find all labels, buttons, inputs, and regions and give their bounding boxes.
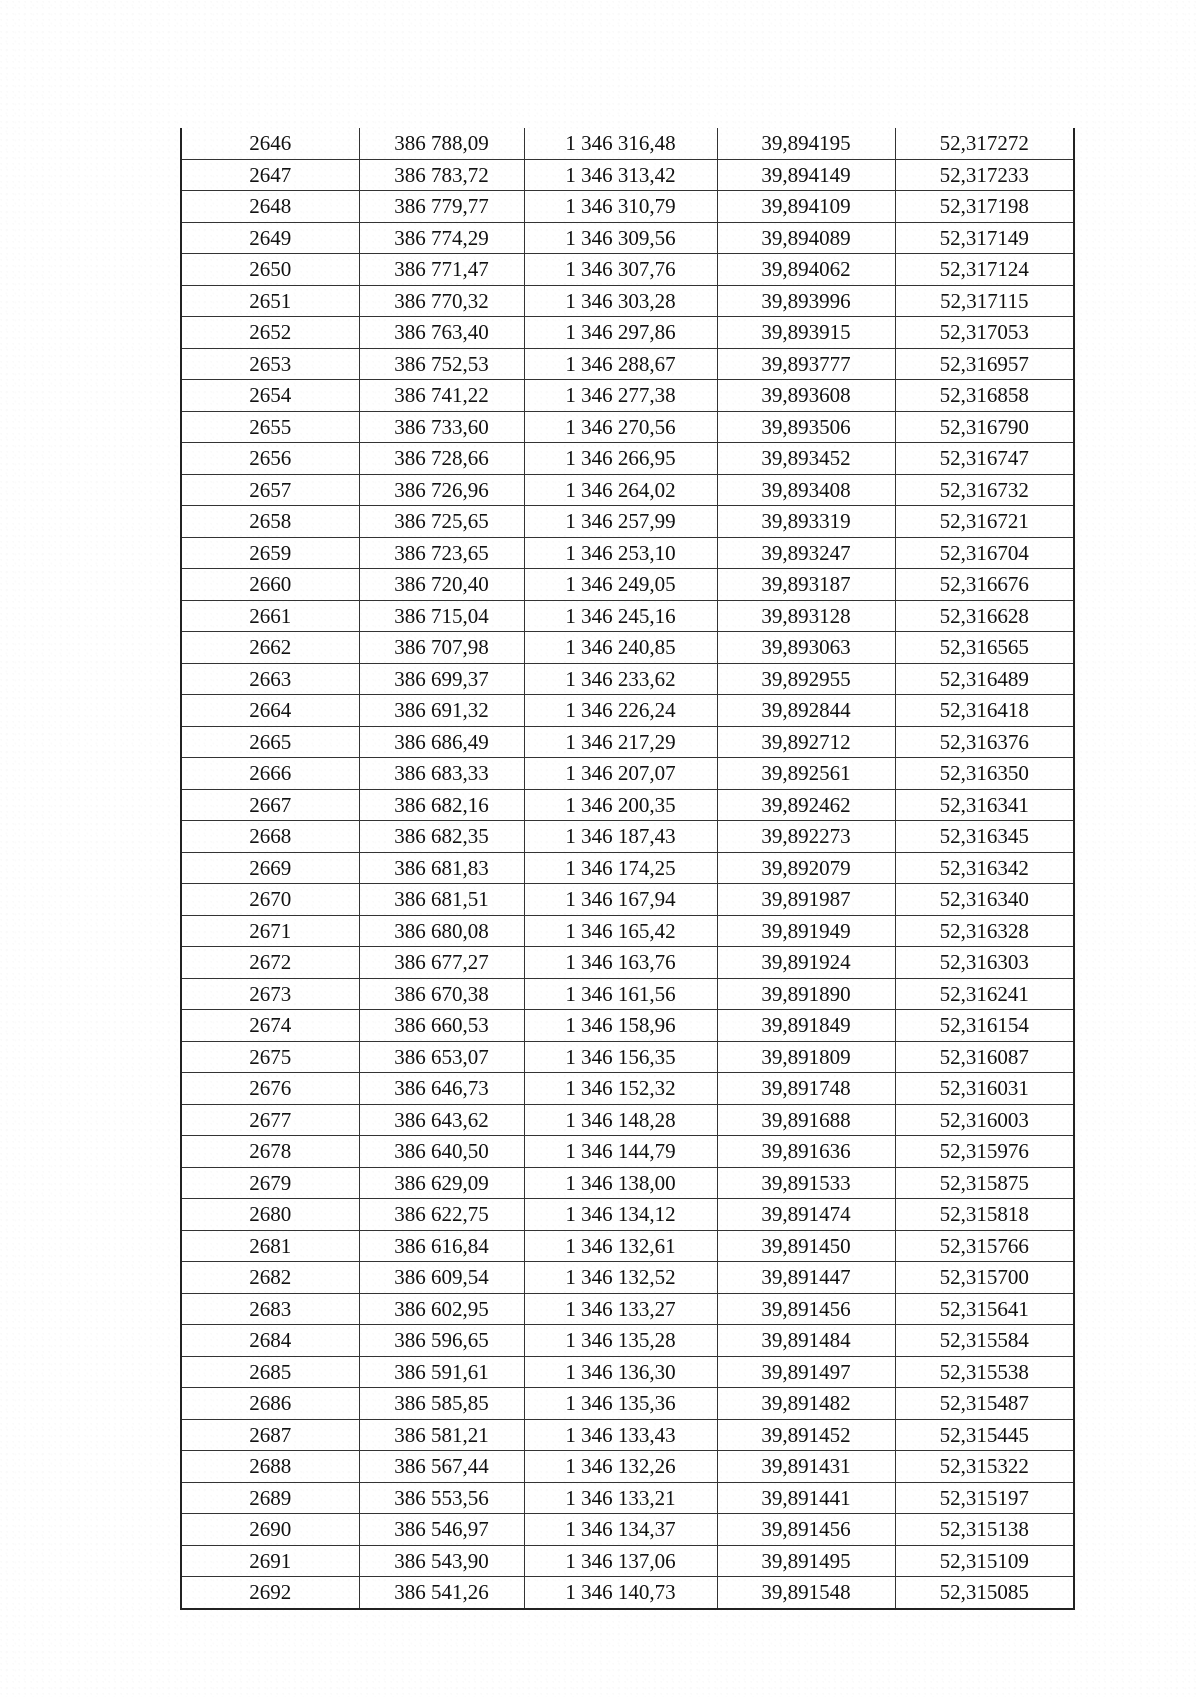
latitude-cell: 52,315109: [895, 1545, 1074, 1577]
coordinates-table: [180, 128, 1075, 1610]
point-number-cell: 2661: [181, 600, 359, 632]
longitude-cell: 39,892462: [717, 789, 895, 821]
y-coordinate-cell: 1 346 277,38: [524, 380, 717, 412]
x-coordinate-cell: 386 622,75: [359, 1199, 524, 1231]
y-coordinate-cell: 1 346 245,16: [524, 600, 717, 632]
longitude-cell: 39,891548: [717, 1577, 895, 1609]
longitude-cell: 39,891474: [717, 1199, 895, 1231]
table-row: [181, 1199, 1074, 1231]
point-number-cell: 2671: [181, 915, 359, 947]
point-number-cell: 2654: [181, 380, 359, 412]
y-coordinate-cell: 1 346 313,42: [524, 159, 717, 191]
latitude-cell: 52,316732: [895, 474, 1074, 506]
y-coordinate-cell: 1 346 217,29: [524, 726, 717, 758]
y-coordinate-cell: 1 346 257,99: [524, 506, 717, 538]
latitude-cell: 52,316241: [895, 978, 1074, 1010]
y-coordinate-cell: 1 346 133,21: [524, 1482, 717, 1514]
point-number-cell: 2692: [181, 1577, 359, 1609]
latitude-cell: 52,316418: [895, 695, 1074, 727]
longitude-cell: 39,892273: [717, 821, 895, 853]
y-coordinate-cell: 1 346 134,12: [524, 1199, 717, 1231]
point-number-cell: 2691: [181, 1545, 359, 1577]
point-number-cell: 2660: [181, 569, 359, 601]
y-coordinate-cell: 1 346 316,48: [524, 128, 717, 159]
table-row: [181, 474, 1074, 506]
x-coordinate-cell: 386 681,51: [359, 884, 524, 916]
longitude-cell: 39,891688: [717, 1104, 895, 1136]
longitude-cell: 39,892955: [717, 663, 895, 695]
point-number-cell: 2674: [181, 1010, 359, 1042]
table-row: [181, 1293, 1074, 1325]
point-number-cell: 2666: [181, 758, 359, 790]
latitude-cell: 52,315700: [895, 1262, 1074, 1294]
table-row: [181, 915, 1074, 947]
longitude-cell: 39,891849: [717, 1010, 895, 1042]
y-coordinate-cell: 1 346 135,28: [524, 1325, 717, 1357]
table-row: [181, 789, 1074, 821]
x-coordinate-cell: 386 741,22: [359, 380, 524, 412]
table-row: [181, 1136, 1074, 1168]
x-coordinate-cell: 386 733,60: [359, 411, 524, 443]
point-number-cell: 2679: [181, 1167, 359, 1199]
point-number-cell: 2682: [181, 1262, 359, 1294]
x-coordinate-cell: 386 771,47: [359, 254, 524, 286]
table-row: [181, 632, 1074, 664]
x-coordinate-cell: 386 770,32: [359, 285, 524, 317]
latitude-cell: 52,315818: [895, 1199, 1074, 1231]
x-coordinate-cell: 386 670,38: [359, 978, 524, 1010]
longitude-cell: 39,891497: [717, 1356, 895, 1388]
x-coordinate-cell: 386 763,40: [359, 317, 524, 349]
latitude-cell: 52,317198: [895, 191, 1074, 223]
latitude-cell: 52,316628: [895, 600, 1074, 632]
point-number-cell: 2647: [181, 159, 359, 191]
x-coordinate-cell: 386 725,65: [359, 506, 524, 538]
y-coordinate-cell: 1 346 158,96: [524, 1010, 717, 1042]
x-coordinate-cell: 386 640,50: [359, 1136, 524, 1168]
x-coordinate-cell: 386 567,44: [359, 1451, 524, 1483]
y-coordinate-cell: 1 346 288,67: [524, 348, 717, 380]
latitude-cell: 52,316342: [895, 852, 1074, 884]
longitude-cell: 39,892844: [717, 695, 895, 727]
y-coordinate-cell: 1 346 309,56: [524, 222, 717, 254]
table-row: [181, 254, 1074, 286]
longitude-cell: 39,893063: [717, 632, 895, 664]
latitude-cell: 52,316376: [895, 726, 1074, 758]
x-coordinate-cell: 386 646,73: [359, 1073, 524, 1105]
y-coordinate-cell: 1 346 133,43: [524, 1419, 717, 1451]
y-coordinate-cell: 1 346 152,32: [524, 1073, 717, 1105]
point-number-cell: 2653: [181, 348, 359, 380]
table-row: [181, 443, 1074, 475]
y-coordinate-cell: 1 346 297,86: [524, 317, 717, 349]
latitude-cell: 52,316303: [895, 947, 1074, 979]
latitude-cell: 52,316676: [895, 569, 1074, 601]
point-number-cell: 2656: [181, 443, 359, 475]
y-coordinate-cell: 1 346 161,56: [524, 978, 717, 1010]
table-row: [181, 1325, 1074, 1357]
latitude-cell: 52,317272: [895, 128, 1074, 159]
point-number-cell: 2667: [181, 789, 359, 821]
table-row: [181, 852, 1074, 884]
y-coordinate-cell: 1 346 132,52: [524, 1262, 717, 1294]
point-number-cell: 2686: [181, 1388, 359, 1420]
table-row: [181, 1388, 1074, 1420]
table-row: [181, 317, 1074, 349]
table-row: [181, 506, 1074, 538]
point-number-cell: 2651: [181, 285, 359, 317]
x-coordinate-cell: 386 728,66: [359, 443, 524, 475]
point-number-cell: 2659: [181, 537, 359, 569]
latitude-cell: 52,316340: [895, 884, 1074, 916]
longitude-cell: 39,894195: [717, 128, 895, 159]
latitude-cell: 52,316003: [895, 1104, 1074, 1136]
y-coordinate-cell: 1 346 148,28: [524, 1104, 717, 1136]
longitude-cell: 39,893319: [717, 506, 895, 538]
y-coordinate-cell: 1 346 249,05: [524, 569, 717, 601]
latitude-cell: 52,317149: [895, 222, 1074, 254]
y-coordinate-cell: 1 346 163,76: [524, 947, 717, 979]
longitude-cell: 39,891495: [717, 1545, 895, 1577]
x-coordinate-cell: 386 677,27: [359, 947, 524, 979]
point-number-cell: 2673: [181, 978, 359, 1010]
table-row: [181, 285, 1074, 317]
latitude-cell: 52,316031: [895, 1073, 1074, 1105]
longitude-cell: 39,891452: [717, 1419, 895, 1451]
point-number-cell: 2681: [181, 1230, 359, 1262]
latitude-cell: 52,317053: [895, 317, 1074, 349]
point-number-cell: 2652: [181, 317, 359, 349]
longitude-cell: 39,891456: [717, 1293, 895, 1325]
x-coordinate-cell: 386 779,77: [359, 191, 524, 223]
longitude-cell: 39,891456: [717, 1514, 895, 1546]
y-coordinate-cell: 1 346 165,42: [524, 915, 717, 947]
latitude-cell: 52,316345: [895, 821, 1074, 853]
y-coordinate-cell: 1 346 134,37: [524, 1514, 717, 1546]
longitude-cell: 39,891482: [717, 1388, 895, 1420]
longitude-cell: 39,893996: [717, 285, 895, 317]
y-coordinate-cell: 1 346 133,27: [524, 1293, 717, 1325]
table-row: [181, 1230, 1074, 1262]
table-row: [181, 1167, 1074, 1199]
latitude-cell: 52,315641: [895, 1293, 1074, 1325]
longitude-cell: 39,893608: [717, 380, 895, 412]
x-coordinate-cell: 386 699,37: [359, 663, 524, 695]
x-coordinate-cell: 386 707,98: [359, 632, 524, 664]
point-number-cell: 2650: [181, 254, 359, 286]
table-row: [181, 758, 1074, 790]
latitude-cell: 52,316747: [895, 443, 1074, 475]
x-coordinate-cell: 386 681,83: [359, 852, 524, 884]
table-row: [181, 1451, 1074, 1483]
x-coordinate-cell: 386 616,84: [359, 1230, 524, 1262]
table-row: [181, 821, 1074, 853]
x-coordinate-cell: 386 680,08: [359, 915, 524, 947]
table-row: [181, 663, 1074, 695]
longitude-cell: 39,893247: [717, 537, 895, 569]
point-number-cell: 2662: [181, 632, 359, 664]
table-row: [181, 978, 1074, 1010]
latitude-cell: 52,316350: [895, 758, 1074, 790]
point-number-cell: 2680: [181, 1199, 359, 1231]
table-row: [181, 1545, 1074, 1577]
point-number-cell: 2675: [181, 1041, 359, 1073]
latitude-cell: 52,316957: [895, 348, 1074, 380]
table-row: [181, 1419, 1074, 1451]
table-row: [181, 128, 1074, 159]
y-coordinate-cell: 1 346 137,06: [524, 1545, 717, 1577]
longitude-cell: 39,892712: [717, 726, 895, 758]
longitude-cell: 39,893452: [717, 443, 895, 475]
y-coordinate-cell: 1 346 144,79: [524, 1136, 717, 1168]
table-row: [181, 159, 1074, 191]
y-coordinate-cell: 1 346 253,10: [524, 537, 717, 569]
latitude-cell: 52,317233: [895, 159, 1074, 191]
table-row: [181, 1041, 1074, 1073]
longitude-cell: 39,894062: [717, 254, 895, 286]
latitude-cell: 52,315976: [895, 1136, 1074, 1168]
table-row: [181, 600, 1074, 632]
table-row: [181, 1356, 1074, 1388]
y-coordinate-cell: 1 346 174,25: [524, 852, 717, 884]
x-coordinate-cell: 386 683,33: [359, 758, 524, 790]
latitude-cell: 52,315445: [895, 1419, 1074, 1451]
x-coordinate-cell: 386 553,56: [359, 1482, 524, 1514]
x-coordinate-cell: 386 609,54: [359, 1262, 524, 1294]
longitude-cell: 39,891450: [717, 1230, 895, 1262]
y-coordinate-cell: 1 346 138,00: [524, 1167, 717, 1199]
point-number-cell: 2658: [181, 506, 359, 538]
x-coordinate-cell: 386 682,35: [359, 821, 524, 853]
x-coordinate-cell: 386 720,40: [359, 569, 524, 601]
longitude-cell: 39,893187: [717, 569, 895, 601]
table-row: [181, 1577, 1074, 1609]
x-coordinate-cell: 386 726,96: [359, 474, 524, 506]
longitude-cell: 39,894089: [717, 222, 895, 254]
longitude-cell: 39,892079: [717, 852, 895, 884]
latitude-cell: 52,317124: [895, 254, 1074, 286]
point-number-cell: 2678: [181, 1136, 359, 1168]
longitude-cell: 39,891636: [717, 1136, 895, 1168]
point-number-cell: 2672: [181, 947, 359, 979]
x-coordinate-cell: 386 715,04: [359, 600, 524, 632]
point-number-cell: 2690: [181, 1514, 359, 1546]
latitude-cell: 52,316328: [895, 915, 1074, 947]
table-row: [181, 411, 1074, 443]
point-number-cell: 2684: [181, 1325, 359, 1357]
table-row: [181, 1010, 1074, 1042]
point-number-cell: 2683: [181, 1293, 359, 1325]
longitude-cell: 39,891484: [717, 1325, 895, 1357]
x-coordinate-cell: 386 543,90: [359, 1545, 524, 1577]
x-coordinate-cell: 386 653,07: [359, 1041, 524, 1073]
x-coordinate-cell: 386 585,85: [359, 1388, 524, 1420]
point-number-cell: 2677: [181, 1104, 359, 1136]
x-coordinate-cell: 386 691,32: [359, 695, 524, 727]
y-coordinate-cell: 1 346 156,35: [524, 1041, 717, 1073]
point-number-cell: 2687: [181, 1419, 359, 1451]
latitude-cell: 52,315875: [895, 1167, 1074, 1199]
latitude-cell: 52,316087: [895, 1041, 1074, 1073]
latitude-cell: 52,316154: [895, 1010, 1074, 1042]
latitude-cell: 52,316858: [895, 380, 1074, 412]
y-coordinate-cell: 1 346 266,95: [524, 443, 717, 475]
table-row: [181, 569, 1074, 601]
longitude-cell: 39,891447: [717, 1262, 895, 1294]
point-number-cell: 2688: [181, 1451, 359, 1483]
longitude-cell: 39,893915: [717, 317, 895, 349]
longitude-cell: 39,891949: [717, 915, 895, 947]
latitude-cell: 52,315766: [895, 1230, 1074, 1262]
point-number-cell: 2669: [181, 852, 359, 884]
latitude-cell: 52,316565: [895, 632, 1074, 664]
longitude-cell: 39,893506: [717, 411, 895, 443]
x-coordinate-cell: 386 783,72: [359, 159, 524, 191]
table-row: [181, 884, 1074, 916]
table-row: [181, 695, 1074, 727]
x-coordinate-cell: 386 660,53: [359, 1010, 524, 1042]
point-number-cell: 2648: [181, 191, 359, 223]
latitude-cell: 52,316341: [895, 789, 1074, 821]
point-number-cell: 2664: [181, 695, 359, 727]
longitude-cell: 39,891441: [717, 1482, 895, 1514]
y-coordinate-cell: 1 346 310,79: [524, 191, 717, 223]
table-row: [181, 1482, 1074, 1514]
longitude-cell: 39,893777: [717, 348, 895, 380]
table-row: [181, 1073, 1074, 1105]
y-coordinate-cell: 1 346 135,36: [524, 1388, 717, 1420]
latitude-cell: 52,315322: [895, 1451, 1074, 1483]
longitude-cell: 39,891924: [717, 947, 895, 979]
table-row: [181, 1104, 1074, 1136]
x-coordinate-cell: 386 682,16: [359, 789, 524, 821]
point-number-cell: 2649: [181, 222, 359, 254]
table-row: [181, 1262, 1074, 1294]
x-coordinate-cell: 386 643,62: [359, 1104, 524, 1136]
x-coordinate-cell: 386 774,29: [359, 222, 524, 254]
latitude-cell: 52,316790: [895, 411, 1074, 443]
longitude-cell: 39,891987: [717, 884, 895, 916]
longitude-cell: 39,893408: [717, 474, 895, 506]
x-coordinate-cell: 386 541,26: [359, 1577, 524, 1609]
y-coordinate-cell: 1 346 132,61: [524, 1230, 717, 1262]
y-coordinate-cell: 1 346 136,30: [524, 1356, 717, 1388]
longitude-cell: 39,891431: [717, 1451, 895, 1483]
longitude-cell: 39,891809: [717, 1041, 895, 1073]
point-number-cell: 2646: [181, 128, 359, 159]
point-number-cell: 2665: [181, 726, 359, 758]
latitude-cell: 52,315538: [895, 1356, 1074, 1388]
y-coordinate-cell: 1 346 264,02: [524, 474, 717, 506]
table-row: [181, 348, 1074, 380]
point-number-cell: 2663: [181, 663, 359, 695]
point-number-cell: 2657: [181, 474, 359, 506]
point-number-cell: 2685: [181, 1356, 359, 1388]
table-row: [181, 726, 1074, 758]
y-coordinate-cell: 1 346 167,94: [524, 884, 717, 916]
x-coordinate-cell: 386 546,97: [359, 1514, 524, 1546]
table-row: [181, 222, 1074, 254]
y-coordinate-cell: 1 346 187,43: [524, 821, 717, 853]
coordinates-table-body: [181, 128, 1074, 1609]
table-row: [181, 191, 1074, 223]
latitude-cell: 52,316704: [895, 537, 1074, 569]
x-coordinate-cell: 386 686,49: [359, 726, 524, 758]
y-coordinate-cell: 1 346 303,28: [524, 285, 717, 317]
y-coordinate-cell: 1 346 226,24: [524, 695, 717, 727]
longitude-cell: 39,893128: [717, 600, 895, 632]
table-row: [181, 1514, 1074, 1546]
y-coordinate-cell: 1 346 270,56: [524, 411, 717, 443]
point-number-cell: 2670: [181, 884, 359, 916]
y-coordinate-cell: 1 346 140,73: [524, 1577, 717, 1609]
point-number-cell: 2689: [181, 1482, 359, 1514]
y-coordinate-cell: 1 346 233,62: [524, 663, 717, 695]
x-coordinate-cell: 386 788,09: [359, 128, 524, 159]
latitude-cell: 52,315085: [895, 1577, 1074, 1609]
y-coordinate-cell: 1 346 207,07: [524, 758, 717, 790]
latitude-cell: 52,315197: [895, 1482, 1074, 1514]
point-number-cell: 2676: [181, 1073, 359, 1105]
latitude-cell: 52,316721: [895, 506, 1074, 538]
y-coordinate-cell: 1 346 200,35: [524, 789, 717, 821]
point-number-cell: 2655: [181, 411, 359, 443]
y-coordinate-cell: 1 346 307,76: [524, 254, 717, 286]
x-coordinate-cell: 386 629,09: [359, 1167, 524, 1199]
point-number-cell: 2668: [181, 821, 359, 853]
latitude-cell: 52,315487: [895, 1388, 1074, 1420]
table-row: [181, 947, 1074, 979]
latitude-cell: 52,315584: [895, 1325, 1074, 1357]
table-row: [181, 537, 1074, 569]
table-row: [181, 380, 1074, 412]
longitude-cell: 39,891748: [717, 1073, 895, 1105]
x-coordinate-cell: 386 596,65: [359, 1325, 524, 1357]
latitude-cell: 52,317115: [895, 285, 1074, 317]
longitude-cell: 39,894149: [717, 159, 895, 191]
x-coordinate-cell: 386 591,61: [359, 1356, 524, 1388]
y-coordinate-cell: 1 346 132,26: [524, 1451, 717, 1483]
x-coordinate-cell: 386 581,21: [359, 1419, 524, 1451]
y-coordinate-cell: 1 346 240,85: [524, 632, 717, 664]
longitude-cell: 39,892561: [717, 758, 895, 790]
longitude-cell: 39,891890: [717, 978, 895, 1010]
latitude-cell: 52,316489: [895, 663, 1074, 695]
x-coordinate-cell: 386 602,95: [359, 1293, 524, 1325]
latitude-cell: 52,315138: [895, 1514, 1074, 1546]
longitude-cell: 39,891533: [717, 1167, 895, 1199]
x-coordinate-cell: 386 723,65: [359, 537, 524, 569]
longitude-cell: 39,894109: [717, 191, 895, 223]
x-coordinate-cell: 386 752,53: [359, 348, 524, 380]
